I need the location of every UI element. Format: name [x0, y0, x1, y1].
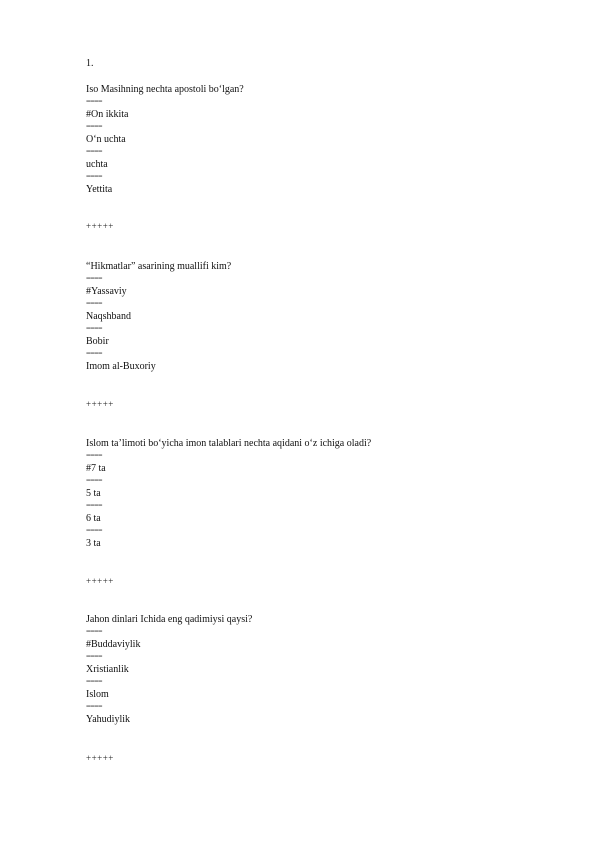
- question-text: “Hikmatlar” asarining muallifi kim?: [86, 261, 232, 272]
- answer-option: Yettita: [86, 184, 113, 195]
- separator: ====: [86, 677, 103, 686]
- separator: ====: [86, 702, 103, 711]
- answer-option: Naqshband: [86, 311, 131, 322]
- answer-option: uchta: [86, 159, 108, 170]
- answer-option: O‘n uchta: [86, 134, 126, 145]
- end-marker: +++++: [86, 753, 114, 763]
- separator: ====: [86, 147, 103, 156]
- separator: ====: [86, 627, 103, 636]
- separator: ====: [86, 172, 103, 181]
- separator: ====: [86, 526, 103, 535]
- answer-option: 3 ta: [86, 538, 101, 549]
- answer-option: Islom: [86, 689, 109, 700]
- separator: ====: [86, 476, 103, 485]
- separator: ====: [86, 451, 103, 460]
- answer-option-correct: #7 ta: [86, 463, 106, 474]
- separator: ====: [86, 349, 103, 358]
- end-marker: +++++: [86, 399, 114, 409]
- separator: ====: [86, 501, 103, 510]
- answer-option: 5 ta: [86, 488, 101, 499]
- separator: ====: [86, 97, 103, 106]
- end-marker: +++++: [86, 576, 114, 586]
- separator: ====: [86, 652, 103, 661]
- separator: ====: [86, 324, 103, 333]
- question-text: Jahon dinlari Ichida eng qadimiysi qaysi?: [86, 614, 253, 625]
- separator: ====: [86, 299, 103, 308]
- answer-option: Xristianlik: [86, 664, 129, 675]
- answer-option-correct: #Yassaviy: [86, 286, 127, 297]
- question-text: Iso Masihning nechta apostoli bo‘lgan?: [86, 84, 244, 95]
- answer-option-correct: #On ikkita: [86, 109, 129, 120]
- answer-option: Bobir: [86, 336, 109, 347]
- question-text: Islom ta’limoti bo‘yicha imon talablari nechta aqidani o‘z ichiga oladi?: [86, 438, 372, 449]
- document-page: [86, 0, 566, 842]
- question-number: 1.: [86, 58, 94, 69]
- answer-option: Imom al-Buxoriy: [86, 361, 156, 372]
- separator: ====: [86, 122, 103, 131]
- answer-option: 6 ta: [86, 513, 101, 524]
- end-marker: +++++: [86, 221, 114, 231]
- answer-option-correct: #Buddaviylik: [86, 639, 141, 650]
- separator: ====: [86, 274, 103, 283]
- answer-option: Yahudiylik: [86, 714, 130, 725]
